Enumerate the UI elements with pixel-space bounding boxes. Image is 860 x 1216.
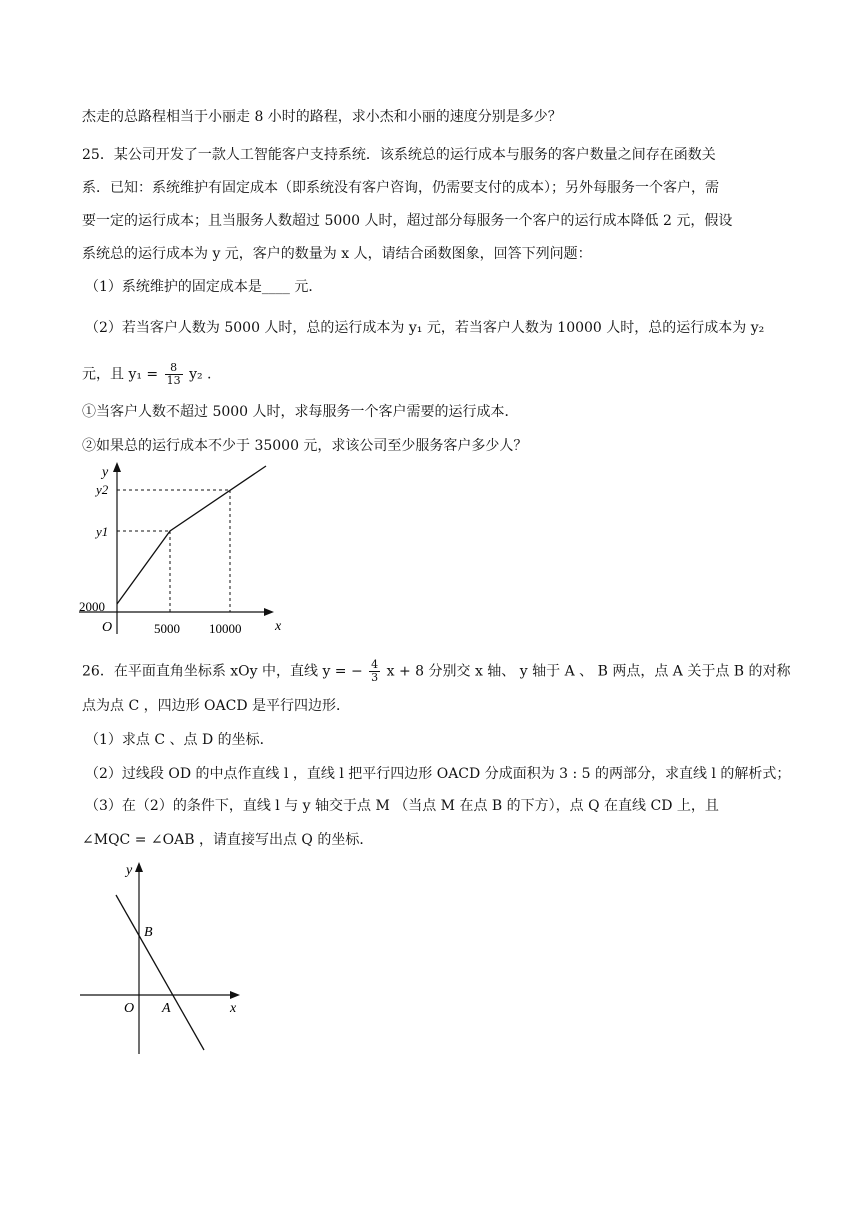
q25-fraction-den: 13 [166,374,181,387]
q26-line-1-post: x + 8 分别交 x 轴、 y 轴于 A 、 B 两点，点 A 关于点 B 的对称 [386,663,791,680]
q25-graph-y1-label: y1 [96,524,109,539]
q25-graph-y-label: y [102,465,109,480]
q26-graph-x-label: x [230,1001,237,1016]
q26-graph-point-b: B [144,925,153,940]
q26-part-2: （2）过线段 OD 的中点作直线 l ，直线 l 把平行四边形 OACD 分成面积为 3 : 5 的两部分，求直线 l 的解析式； [85,766,791,782]
q24-tail: 杰走的总路程相当于小丽走 8 小时的路程，求小杰和小丽的速度分别是多少？ [82,109,562,125]
q25-line-3: 要一定的运行成本；且当服务人数超过 5000 人时，超过部分每服务一个客户的运行成本降低 2 元，假设 [82,213,733,229]
q26-graph-origin: O [124,1001,135,1016]
q25-line-1: 25．某公司开发了一款人工智能客户支持系统．该系统总的运行成本与服务的客户数量之间存在函数关 [82,147,716,163]
q25-graph-origin: O [102,620,113,635]
q25-graph-x-tick-2: 10000 [209,621,242,636]
q26-line-2: 点为点 C ，四边形 OACD 是平行四边形． [82,698,351,714]
q25-sub-1: ①当客户人数不超过 5000 人时，求每服务一个客户需要的运行成本． [82,404,519,420]
q25-line-2: 系．已知：系统维护有固定成本（即系统没有客户咨询，仍需要支付的成本）；另外每服务一个客户，需 [82,180,719,196]
q25-part-2a: （2）若当客户人数为 5000 人时，总的运行成本为 y₁ 元，若当客户人数为 10000 人时，总的运行成本为 y₂ [85,320,765,336]
q26-part-3b: ∠MQC = ∠OAB ，请直接写出点 Q 的坐标． [82,832,374,848]
q26-graph-point-a: A [162,1001,171,1016]
q25-part-2b-pre: 元，且 y₁ = [82,366,159,383]
q25-fraction [165,362,183,387]
q25-graph-y2-label: y2 [96,482,109,497]
q25-part-1: （1）系统维护的固定成本是____ 元． [85,279,323,295]
q25-graph [76,458,296,644]
q26-line-1 [82,659,791,684]
q26-fraction [369,659,380,684]
q25-sub-2: ②如果总的运行成本不少于 35000 元，求该公司至少服务客户多少人？ [82,438,528,454]
q25-part-2b-post: y₂ . [189,366,212,383]
q25-line-4: 系统总的运行成本为 y 元，客户的数量为 x 人，请结合函数图象，回答下列问题： [82,246,592,262]
q26-graph [76,858,256,1058]
q26-part-3a: （3）在（2）的条件下，直线 l 与 y 轴交于点 M （当点 M 在点 B 的下方），点 Q 在直线 CD 上，且 [85,798,719,814]
q26-line-1-pre: 26．在平面直角坐标系 xOy 中，直线 y = − [82,663,363,680]
q25-part-2b [82,362,211,387]
q25-graph-x-tick-1: 5000 [154,621,180,636]
q26-part-1: （1）求点 C 、点 D 的坐标． [85,732,274,748]
q26-graph-y-label: y [126,863,133,878]
q25-fraction-num: 8 [165,362,183,375]
q25-graph-y-intercept: 2000 [79,599,105,614]
q25-graph-x-label: x [275,619,282,634]
q26-fraction-den: 3 [371,671,379,684]
q26-fraction-num: 4 [371,658,379,671]
